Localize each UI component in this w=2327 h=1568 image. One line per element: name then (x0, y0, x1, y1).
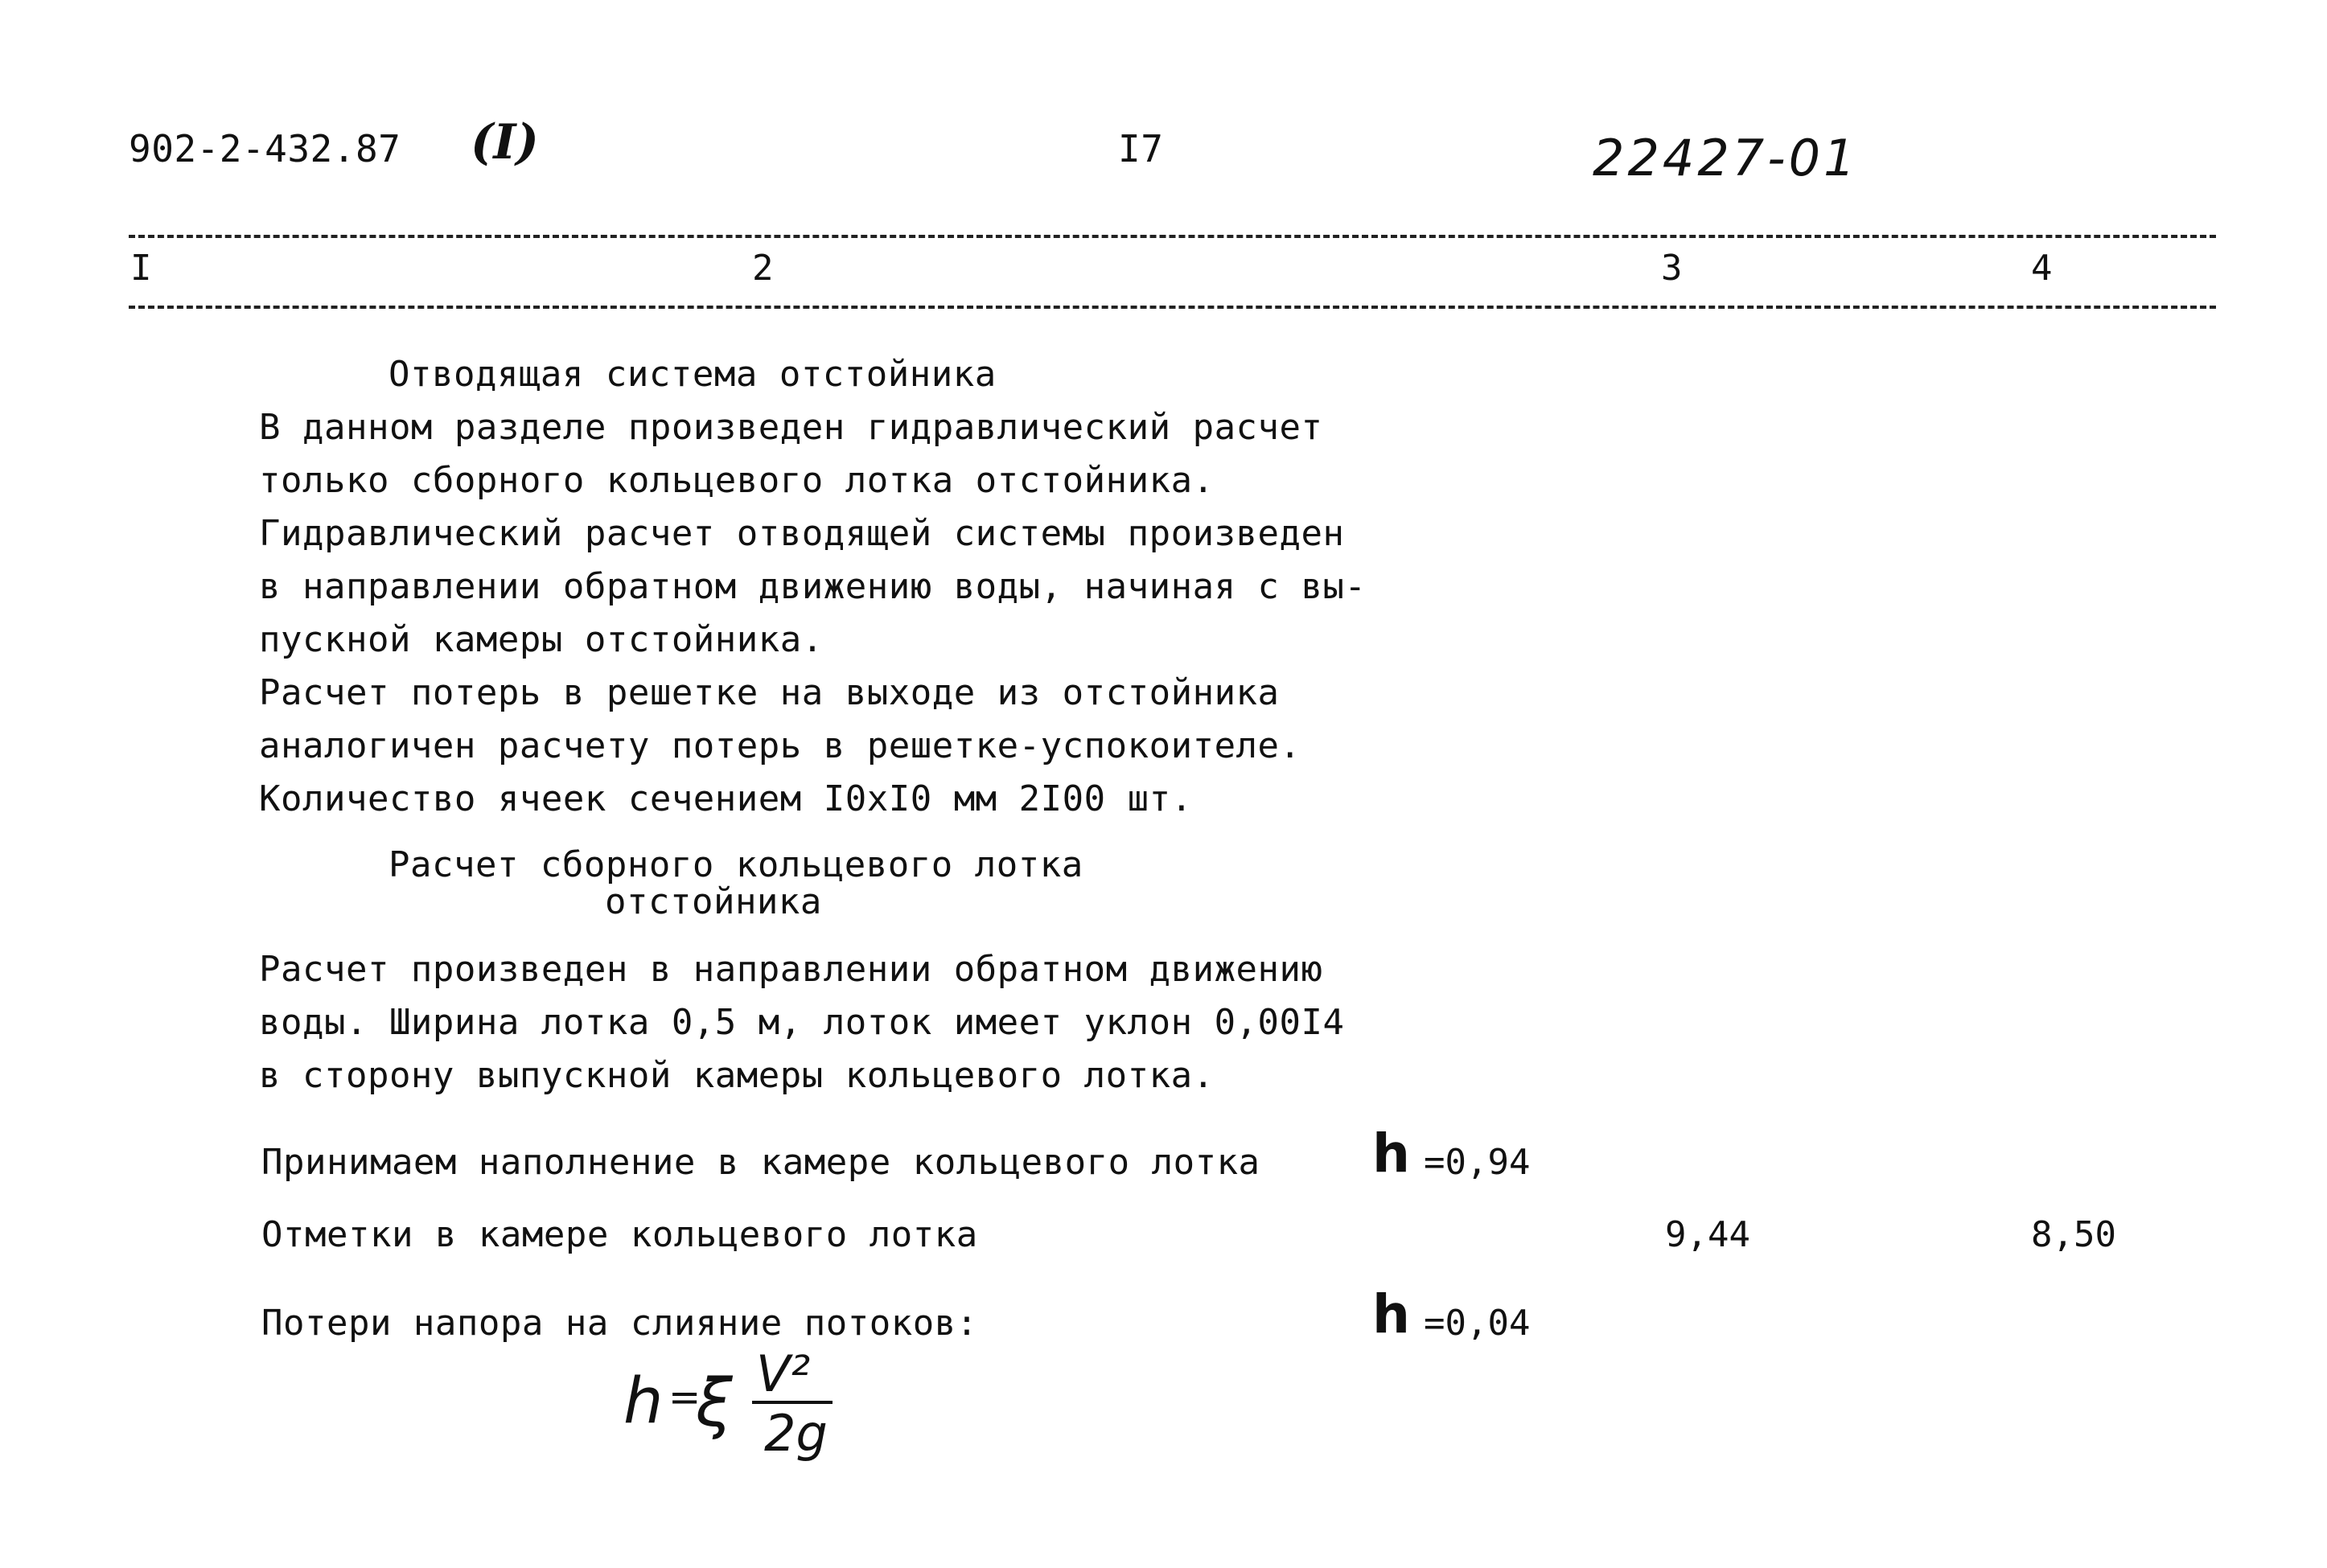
mark-column-3: 9,44 (1665, 1214, 1750, 1255)
paragraph-line: в направлении обратном движению воды, начиная с вы- (259, 566, 1367, 607)
symbol-h: h (1372, 1283, 1410, 1345)
section-title: Отводящая система отстойника (389, 354, 997, 395)
row-label: Потери напора на слияние потоков: (261, 1303, 978, 1344)
column-number-1: I (130, 248, 152, 289)
paragraph-line: воды. Ширина лотка 0,5 м, лоток имеет уклон 0,00I4 (259, 1002, 1345, 1043)
paragraph-line: аналогичен расчету потерь в решетке-успокоителе. (259, 725, 1301, 766)
row-label: Принимаем наполнение в камере кольцевого лотка (261, 1142, 1260, 1183)
column-number-3: 3 (1661, 248, 1683, 289)
row-label: Отметки в камере кольцевого лотка (261, 1214, 978, 1255)
paragraph-line: Количество ячеек сечением I0xI0 мм 2I00 шт. (259, 778, 1193, 819)
formula-equals: = (668, 1375, 701, 1420)
symbol-h: h (1372, 1123, 1410, 1184)
table-rule-bottom (129, 306, 2216, 309)
formula-lhs: h (623, 1365, 664, 1438)
album-number: (I) (471, 114, 539, 170)
column-number-4: 4 (2031, 248, 2053, 289)
formula (623, 1344, 889, 1472)
row-value: =0,94 (1424, 1142, 1531, 1183)
paragraph-line: только сборного кольцевого лотка отстойника. (259, 460, 1215, 501)
table-rule-top (129, 235, 2216, 238)
formula-denominator: 2g (764, 1404, 828, 1463)
inventory-number: 22427-01 (1593, 129, 1859, 187)
row-value: =0,04 (1424, 1303, 1531, 1344)
column-number-2: 2 (752, 248, 774, 289)
formula-numerator: V² (756, 1344, 811, 1403)
paragraph-line: В данном разделе произведен гидравлический расчет (259, 407, 1323, 448)
formula-coefficient: ξ (696, 1365, 733, 1442)
paragraph-line: Расчет произведен в направлении обратном движению (259, 949, 1323, 990)
paragraph-line: Гидравлический расчет отводящей системы произведен (259, 513, 1345, 554)
paragraph-line: Расчет потерь в решетке на выходе из отстойника (259, 672, 1280, 713)
page-number: I7 (1118, 127, 1164, 170)
section-title: Расчет сборного кольцевого лотка (389, 844, 1083, 885)
document-code: 902-2-432.87 (129, 127, 401, 170)
paragraph-line: пускной камеры отстойника. (259, 619, 824, 660)
mark-column-4: 8,50 (2031, 1214, 2116, 1255)
section-title-continued: отстойника (605, 881, 822, 922)
paragraph-line: в сторону выпускной камеры кольцевого лотка. (259, 1055, 1215, 1096)
